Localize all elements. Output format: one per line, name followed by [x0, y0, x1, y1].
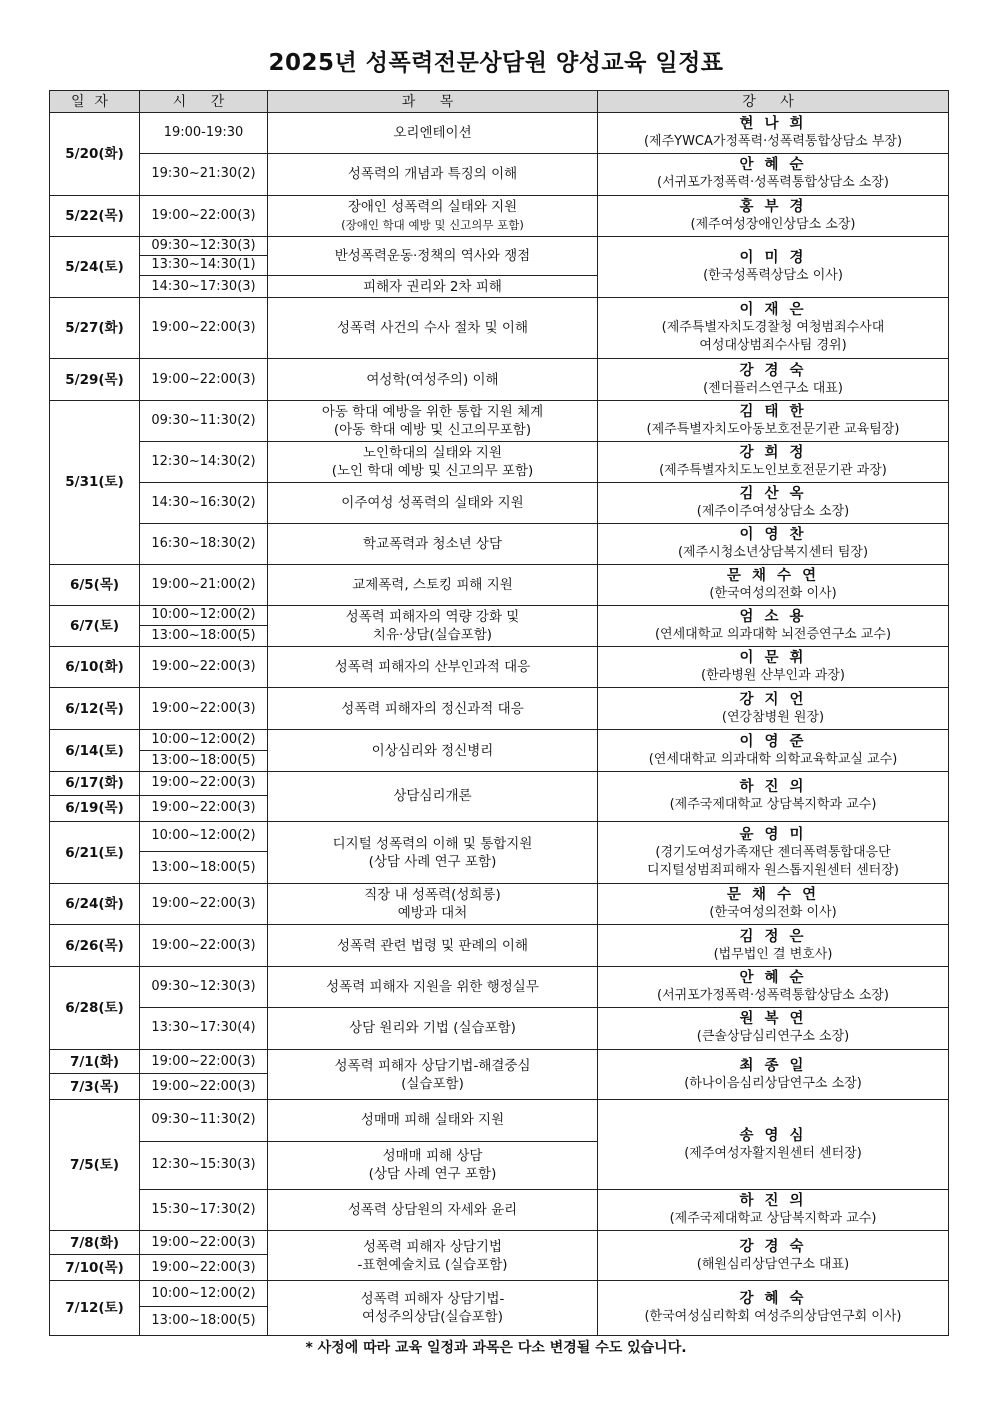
time-cell: 19:00~22:00(3) [140, 795, 268, 821]
subject-line: 피해자 권리와 2차 피해 [363, 278, 502, 295]
table-row [50, 359, 949, 400]
time-cell: 13:00~18:00(5) [140, 1307, 268, 1336]
time-cell: 19:00~22:00(3) [140, 1074, 268, 1100]
date-cell: 6/5(목) [50, 564, 140, 605]
table-row [50, 730, 949, 750]
table-row [50, 605, 949, 625]
schedule-table [49, 90, 949, 1336]
date-cell: 5/22(목) [50, 195, 140, 236]
lecturer-name: 이 영 준 [739, 733, 807, 750]
subject-line: (노인 학대 예방 및 신고의무 포함) [331, 462, 534, 479]
time-cell: 19:00~22:00(3) [140, 646, 268, 687]
lecturer-name: 안 혜 순 [739, 157, 807, 174]
lecturer-cell [598, 400, 949, 441]
subject-line: 오리엔테이션 [393, 125, 472, 142]
lecturer-cell [598, 564, 949, 605]
subject-line: 성폭력 피해자의 정신과적 대응 [341, 700, 524, 717]
subject-line: 이상심리와 정신병리 [371, 742, 494, 759]
table-row [50, 236, 949, 255]
date-cell: 6/28(토) [50, 966, 140, 1049]
time-cell: 13:00~18:00(5) [140, 852, 268, 884]
subject-line: (상담 사례 연구 포함) [368, 853, 497, 870]
lecturer-name: 안 혜 순 [739, 969, 807, 986]
subject-cell [268, 925, 598, 966]
lecturer-name: 강 혜 숙 [739, 1291, 807, 1308]
subject-line: 아동 학대 예방을 위한 통합 지원 체계 [321, 403, 544, 420]
table-row [50, 113, 949, 154]
lecturer-affiliation: (제주국제대학교 상담복지학과 교수) [669, 1210, 877, 1226]
header-time: 시 간 [140, 91, 268, 113]
lecturer-name: 이 재 은 [739, 302, 807, 319]
table-row [50, 1100, 949, 1141]
lecturer-name: 송 영 심 [739, 1127, 807, 1144]
lecturer-affiliation: (제주시청소년상담복지센터 팀장) [677, 544, 869, 560]
lecturer-affiliation: (연세대학교 의과대학 뇌전증연구소 교수) [654, 626, 892, 642]
subject-cell [268, 1281, 598, 1336]
time-cell: 14:30~17:30(3) [140, 275, 268, 297]
table-row [50, 925, 949, 966]
subject-cell [268, 730, 598, 771]
time-cell: 10:00~12:00(2) [140, 605, 268, 625]
header-subject: 과 목 [268, 91, 598, 113]
time-cell: 19:00~22:00(3) [140, 1050, 268, 1074]
time-cell: 19:00~21:00(2) [140, 564, 268, 605]
lecturer-name: 김 정 은 [739, 928, 807, 945]
time-cell: 19:30~21:30(2) [140, 154, 268, 195]
subject-line: 성폭력 피해자의 역량 강화 및 [345, 608, 520, 625]
time-cell: 19:00~22:00(3) [140, 771, 268, 795]
date-cell: 6/14(토) [50, 730, 140, 771]
subject-cell [268, 646, 598, 687]
time-cell: 10:00~12:00(2) [140, 821, 268, 851]
time-cell: 19:00~22:00(3) [140, 195, 268, 236]
subject-line: 치유·상담(실습포함) [372, 626, 493, 643]
date-cell: 6/24(화) [50, 884, 140, 925]
time-cell: 14:30~16:30(2) [140, 483, 268, 524]
table-row [50, 1050, 949, 1074]
lecturer-affiliation: 디지털성범죄피해자 원스톱지원센터 센터장) [647, 862, 899, 878]
date-cell: 6/10(화) [50, 646, 140, 687]
lecturer-affiliation: (제주특별자치도아동보호전문기관 교육팀장) [646, 421, 900, 437]
subject-line: (상담 사례 연구 포함) [368, 1166, 497, 1183]
lecturer-affiliation: (제주여성장애인상담소 소장) [690, 216, 856, 232]
lecturer-cell [598, 441, 949, 482]
subject-cell [268, 400, 598, 441]
subject-line: 성폭력 피해자 상담기법 [363, 1238, 502, 1255]
lecturer-cell [598, 1100, 949, 1189]
subject-line: 학교폭력과 청소년 상담 [363, 535, 502, 552]
lecturer-name: 김 산 옥 [739, 486, 807, 503]
lecturer-cell [598, 730, 949, 771]
subject-cell [268, 524, 598, 564]
table-row [50, 1231, 949, 1255]
table-row [50, 195, 949, 236]
subject-line: 장애인 성폭력의 실태와 지원 [347, 198, 518, 215]
header-lecturer: 강 사 [598, 91, 949, 113]
lecturer-affiliation: (제주이주여성상담소 소장) [696, 504, 850, 520]
lecturer-affiliation: (젠더플러스연구소 대표) [703, 380, 843, 396]
time-cell: 19:00-19:30 [140, 113, 268, 154]
lecturer-affiliation: (큰솔상담심리연구소 소장) [696, 1029, 850, 1045]
time-cell: 19:00~22:00(3) [140, 1255, 268, 1281]
lecturer-cell [598, 298, 949, 359]
lecturer-name: 김 태 한 [739, 403, 807, 420]
table-row [50, 1281, 949, 1307]
lecturer-affiliation: (해원심리상담연구소 대표) [696, 1256, 850, 1272]
lecturer-affiliation: (한국성폭력상담소 이사) [703, 267, 843, 283]
subject-line: 성폭력 피해자의 산부인과적 대응 [334, 659, 531, 676]
subject-line: (아동 학대 예방 및 신고의무포함) [333, 421, 532, 438]
time-cell: 19:00~22:00(3) [140, 298, 268, 359]
lecturer-name: 강 경 숙 [739, 362, 807, 379]
time-cell: 19:00~22:00(3) [140, 359, 268, 400]
subject-cell [268, 605, 598, 646]
lecturer-cell [598, 1231, 949, 1281]
subject-line: 예방과 대처 [397, 905, 468, 922]
time-cell: 09:30~12:30(3) [140, 966, 268, 1007]
subject-line: 이주여성 성폭력의 실태와 지원 [341, 495, 524, 512]
subject-line: 성폭력 상담원의 자세와 윤리 [347, 1201, 518, 1218]
subject-cell [268, 821, 598, 883]
lecturer-cell [598, 771, 949, 821]
lecturer-name: 홍 부 경 [739, 198, 807, 215]
subject-line: 성폭력의 개념과 특징의 이해 [347, 166, 518, 183]
lecturer-name: 원 복 연 [739, 1011, 807, 1028]
date-cell: 7/8(화) [50, 1231, 140, 1255]
subject-line: -표현예술치료 (실습포함) [357, 1256, 508, 1273]
time-cell: 10:00~12:00(2) [140, 730, 268, 750]
table-row [50, 1189, 949, 1230]
subject-line: (실습포함) [401, 1075, 464, 1092]
time-cell: 13:00~18:00(5) [140, 750, 268, 771]
lecturer-cell [598, 1189, 949, 1230]
subject-cell [268, 154, 598, 195]
time-cell: 13:00~18:00(5) [140, 625, 268, 646]
table-header-row [50, 91, 949, 113]
table-row [50, 771, 949, 795]
date-cell: 6/21(토) [50, 821, 140, 883]
subject-cell [268, 1231, 598, 1281]
lecturer-affiliation: 여성대상범죄수사팀 경위) [699, 338, 847, 354]
lecturer-affiliation: (한국여성의전화 이사) [709, 585, 837, 601]
time-cell: 19:00~22:00(3) [140, 688, 268, 730]
date-cell: 5/20(화) [50, 113, 140, 195]
lecturer-name: 윤 영 미 [739, 826, 807, 843]
lecturer-name: 최 종 일 [739, 1057, 807, 1074]
lecturer-cell [598, 359, 949, 400]
lecturer-cell [598, 925, 949, 966]
subject-cell [268, 359, 598, 400]
table-row [50, 884, 949, 925]
table-row [50, 646, 949, 687]
lecturer-cell [598, 236, 949, 297]
lecturer-affiliation: (한국여성심리학회 여성주의상담연구회 이사) [644, 1309, 902, 1325]
lecturer-cell [598, 1050, 949, 1100]
subject-line: 직장 내 성폭력(성희롱) [364, 887, 501, 904]
subject-line: 상담 원리와 기법 (실습포함) [349, 1020, 516, 1037]
lecturer-name: 문 채 수 연 [726, 567, 820, 584]
time-cell: 09:30~11:30(2) [140, 1100, 268, 1141]
table-row [50, 564, 949, 605]
subject-cell [268, 1100, 598, 1141]
subject-cell [268, 1007, 598, 1049]
subject-line: 성폭력 피해자 상담기법- [360, 1291, 505, 1308]
lecturer-cell [598, 1007, 949, 1049]
time-cell: 19:00~22:00(3) [140, 925, 268, 966]
subject-line: 성폭력 관련 법령 및 판례의 이해 [337, 937, 528, 954]
time-cell: 15:30~17:30(2) [140, 1189, 268, 1230]
lecturer-affiliation: (경기도여성가족재단 젠더폭력통합대응단 [655, 844, 891, 860]
subject-line: 반성폭력운동·정책의 역사와 쟁점 [334, 247, 531, 264]
lecturer-cell [598, 1281, 949, 1336]
subject-cell [268, 1141, 598, 1189]
lecturer-affiliation: (제주특별자치도경찰청 여청범죄수사대 [661, 320, 885, 336]
time-cell: 19:00~22:00(3) [140, 1231, 268, 1255]
subject-cell [268, 884, 598, 925]
subject-cell [268, 483, 598, 524]
date-cell: 5/31(토) [50, 400, 140, 564]
subject-line: 여성학(여성주의) 이해 [366, 371, 499, 388]
subject-line: 성폭력 피해자 지원을 위한 행정실무 [326, 978, 539, 995]
table-row [50, 298, 949, 359]
lecturer-cell [598, 483, 949, 524]
date-cell: 6/7(토) [50, 605, 140, 646]
date-cell: 7/12(토) [50, 1281, 140, 1336]
subject-cell [268, 1050, 598, 1100]
table-row [50, 966, 949, 1007]
table-row [50, 483, 949, 524]
lecturer-name: 강 경 숙 [739, 1238, 807, 1255]
lecturer-affiliation: (연세대학교 의과대학 의학교육학교실 교수) [648, 751, 898, 767]
subject-line: 성매매 피해 상담 [382, 1148, 483, 1165]
date-cell: 6/17(화) [50, 771, 140, 795]
time-cell: 12:30~14:30(2) [140, 441, 268, 482]
lecturer-affiliation: (한라병원 산부인과 과장) [701, 668, 845, 684]
date-cell: 7/3(목) [50, 1074, 140, 1100]
subject-line: 성폭력 사건의 수사 절차 및 이해 [337, 320, 528, 337]
subject-line: 성매매 피해 실태와 지원 [360, 1112, 505, 1129]
lecturer-name: 하 진 의 [739, 1192, 807, 1209]
footnote: * 사정에 따라 교육 일정과 과목은 다소 변경될 수도 있습니다. [305, 1340, 687, 1356]
subject-cell [268, 195, 598, 236]
subject-line: 디지털 성폭력의 이해 및 통합지원 [332, 835, 533, 852]
subject-line: 여성주의상담(실습포함) [362, 1309, 503, 1326]
lecturer-name: 강 지 언 [739, 691, 807, 708]
lecturer-affiliation: (하나이음심리상담연구소 소장) [684, 1075, 862, 1091]
lecturer-cell [598, 195, 949, 236]
table-row [50, 400, 949, 441]
page-title: 2025년 성폭력전문상담원 양성교육 일정표 [268, 50, 724, 76]
subject-line: 노인학대의 실태와 지원 [363, 444, 502, 461]
lecturer-name: 이 미 경 [739, 249, 807, 266]
table-row [50, 441, 949, 482]
time-cell: 09:30~11:30(2) [140, 400, 268, 441]
lecturer-cell [598, 524, 949, 564]
subject-cell [268, 441, 598, 482]
lecturer-name: 이 문 휘 [739, 650, 807, 667]
subject-cell [268, 966, 598, 1007]
date-cell: 5/24(토) [50, 236, 140, 297]
lecturer-cell [598, 884, 949, 925]
lecturer-cell [598, 605, 949, 646]
time-cell: 12:30~15:30(3) [140, 1141, 268, 1189]
lecturer-affiliation: (연강참병원 원장) [721, 709, 825, 725]
lecturer-name: 이 영 찬 [739, 526, 807, 543]
lecturer-affiliation: (한국여성의전화 이사) [709, 905, 837, 921]
date-cell: 5/29(목) [50, 359, 140, 400]
subject-line: 성폭력 피해자 상담기법-해결중심 [334, 1057, 531, 1074]
time-cell: 16:30~18:30(2) [140, 524, 268, 564]
lecturer-cell [598, 646, 949, 687]
lecturer-cell [598, 154, 949, 195]
lecturer-name: 엄 소 용 [739, 608, 807, 625]
subject-line: 교제폭력, 스토킹 피해 지원 [352, 576, 513, 593]
subject-line: 상담심리개론 [393, 788, 472, 805]
lecturer-affiliation: (제주국제대학교 상담복지학과 교수) [669, 797, 877, 813]
date-cell: 7/1(화) [50, 1050, 140, 1074]
lecturer-affiliation: (제주YWCA가정폭력·성폭력통합상담소 부장) [643, 134, 903, 150]
time-cell: 13:30~17:30(4) [140, 1007, 268, 1049]
lecturer-affiliation: (서귀포가정폭력·성폭력통합상담소 소장) [657, 175, 889, 191]
table-row [50, 1007, 949, 1049]
time-cell: 13:30~14:30(1) [140, 255, 268, 275]
date-cell: 7/5(토) [50, 1100, 140, 1231]
subject-note: (장애인 학대 예방 및 신고의무 포함) [341, 217, 524, 232]
time-cell: 09:30~12:30(3) [140, 236, 268, 255]
lecturer-name: 문 채 수 연 [726, 887, 820, 904]
date-cell: 7/10(목) [50, 1255, 140, 1281]
lecturer-cell [598, 688, 949, 730]
lecturer-affiliation: (제주여성자활지원센터 센터장) [684, 1145, 862, 1161]
lecturer-cell [598, 821, 949, 883]
table-row [50, 821, 949, 851]
lecturer-cell [598, 966, 949, 1007]
date-cell: 6/19(목) [50, 795, 140, 821]
lecturer-affiliation: (서귀포가정폭력·성폭력통합상담소 소장) [657, 987, 889, 1003]
subject-cell [268, 564, 598, 605]
subject-cell [268, 298, 598, 359]
lecturer-affiliation: (제주특별자치도노인보호전문기관 과장) [659, 462, 887, 478]
time-cell: 19:00~22:00(3) [140, 884, 268, 925]
subject-cell [268, 771, 598, 821]
time-cell: 10:00~12:00(2) [140, 1281, 268, 1307]
subject-cell [268, 236, 598, 275]
header-date: 일자 [50, 91, 140, 113]
lecturer-cell [598, 113, 949, 154]
lecturer-name: 하 진 의 [739, 779, 807, 796]
subject-cell [268, 275, 598, 297]
date-cell: 6/12(목) [50, 688, 140, 730]
table-row [50, 154, 949, 195]
date-cell: 6/26(목) [50, 925, 140, 966]
lecturer-name: 강 희 정 [739, 444, 807, 461]
table-row [50, 688, 949, 730]
table-row [50, 524, 949, 564]
lecturer-name: 현 나 희 [739, 116, 807, 133]
date-cell: 5/27(화) [50, 298, 140, 359]
lecturer-affiliation: (법무법인 결 변호사) [713, 946, 833, 962]
subject-cell [268, 113, 598, 154]
subject-cell [268, 688, 598, 730]
subject-cell [268, 1189, 598, 1230]
